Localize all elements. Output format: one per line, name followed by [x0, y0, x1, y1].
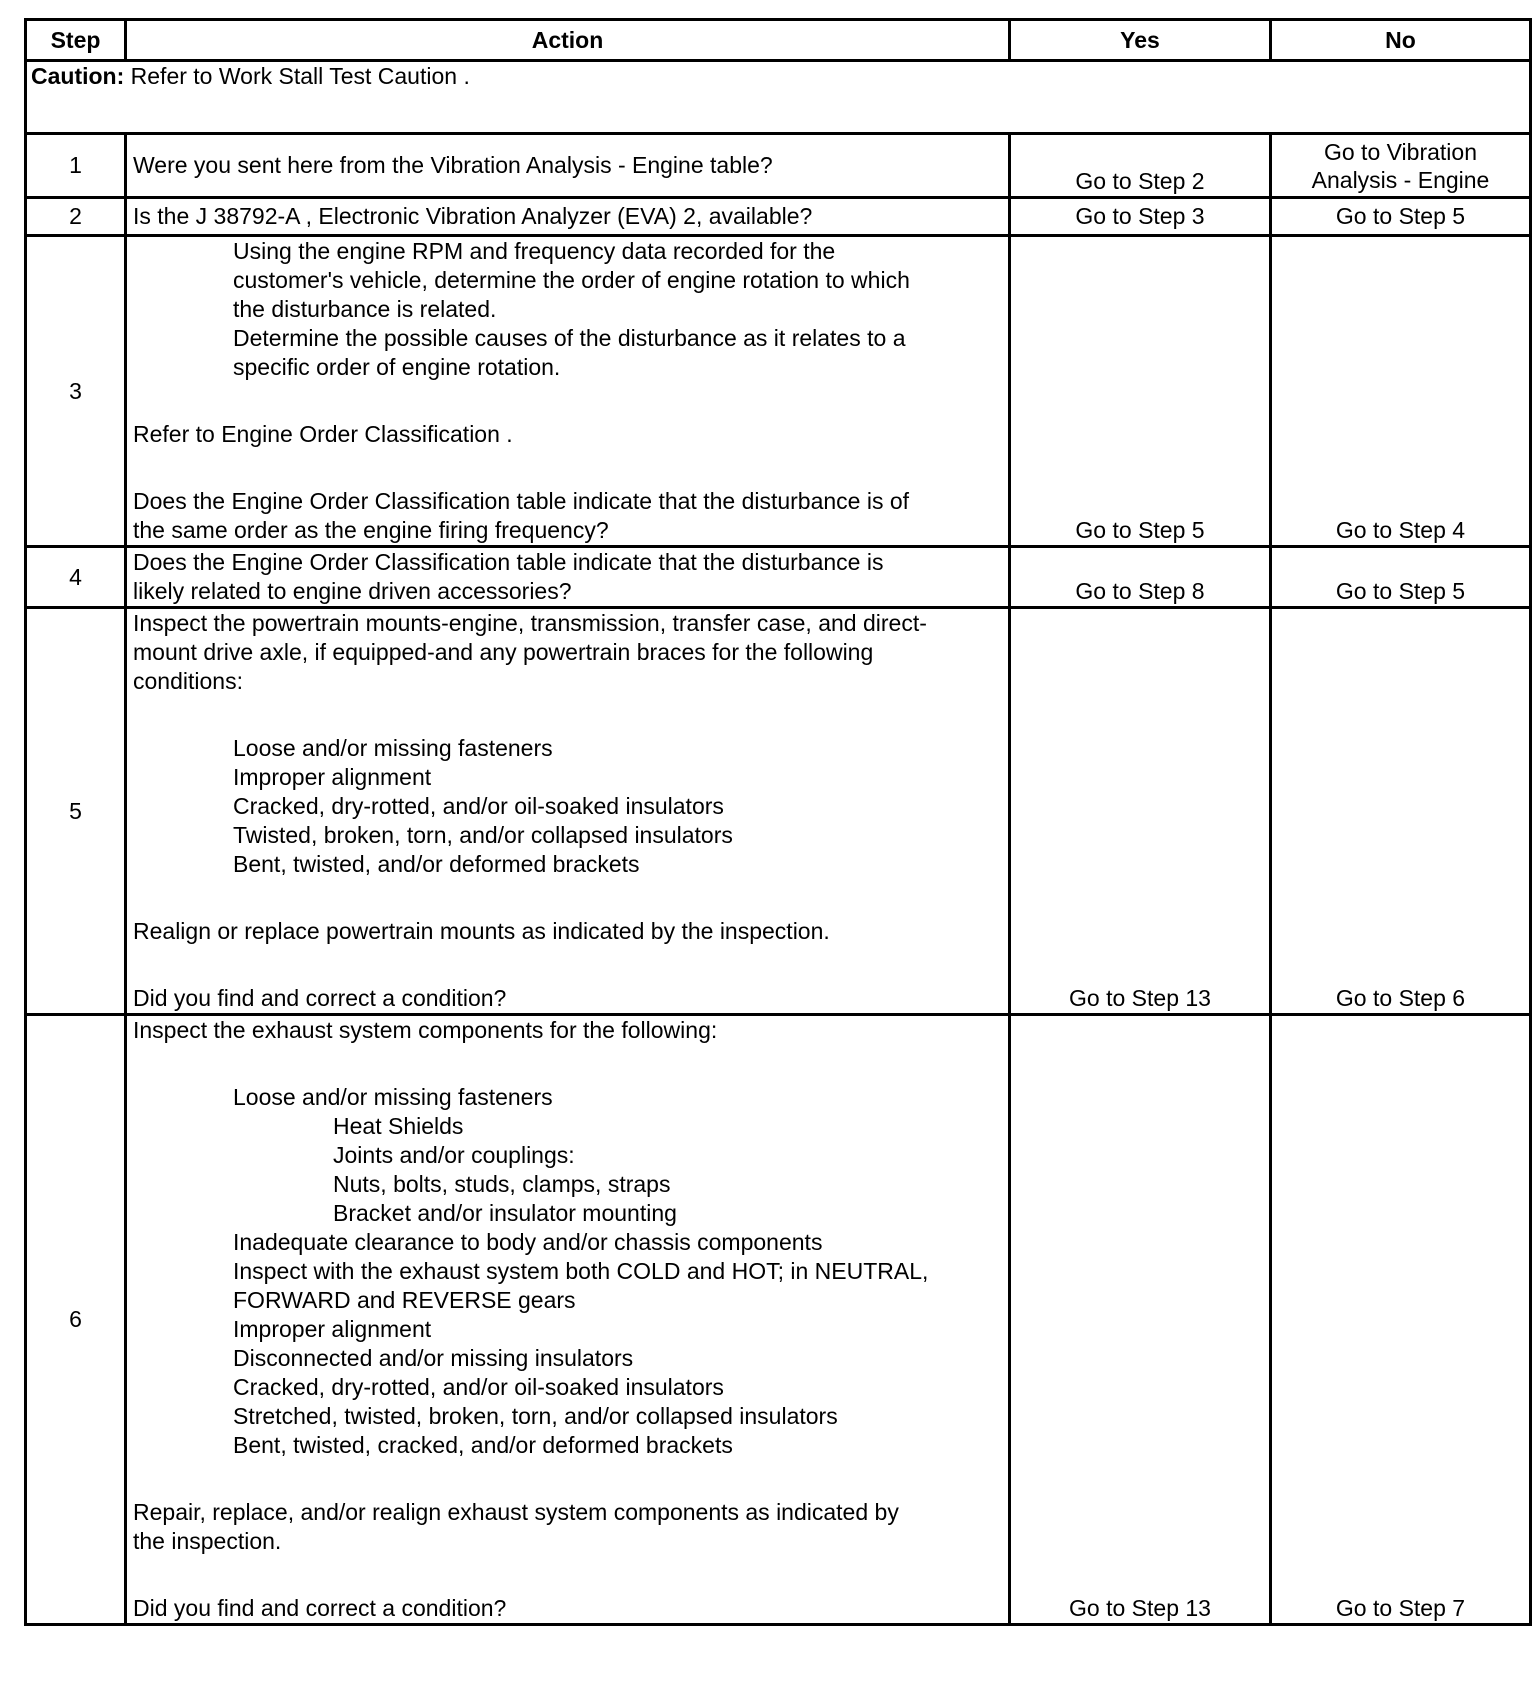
action-line: Refer to Engine Order Classification . [133, 421, 513, 447]
header-row [26, 20, 1531, 61]
yes-cell: Go to Step 13 [1010, 608, 1271, 1015]
action-line: Determine the possible causes of the disturbance as it relates to a [233, 325, 906, 351]
action-line: conditions: [133, 668, 243, 694]
action-cell [126, 547, 1010, 608]
action-line: Loose and/or missing fasteners [233, 1084, 553, 1110]
no-line: Go to Vibration [1323, 138, 1477, 165]
action-line: Cracked, dry-rotted, and/or oil-soaked insulators [233, 793, 724, 819]
step-number: 2 [26, 198, 126, 236]
action-line: Repair, replace, and/or realign exhaust system components as indicated by [133, 1499, 899, 1525]
action-line: Bracket and/or insulator mounting [333, 1200, 677, 1226]
yes-cell: Go to Step 13 [1010, 1015, 1271, 1625]
action-cell [126, 198, 1010, 236]
action-line: Using the engine RPM and frequency data recorded for the [233, 238, 836, 264]
action-line: Disconnected and/or missing insulators [233, 1345, 634, 1371]
action-line: Were you sent here from the Vibration Analysis - Engine table? [133, 152, 773, 178]
action-line: Is the J 38792-A , Electronic Vibration Analyzer (EVA) 2, available? [133, 203, 813, 229]
no-cell [1271, 134, 1531, 198]
caution-label: Caution: [31, 63, 125, 89]
yes-cell: Go to Step 8 [1010, 547, 1271, 608]
header-step: Step [26, 20, 126, 61]
no-cell: Go to Step 5 [1271, 547, 1531, 608]
table-row [26, 236, 1531, 547]
no-cell: Go to Step 6 [1271, 608, 1531, 1015]
no-cell: Go to Step 7 [1271, 1015, 1531, 1625]
action-line: Did you find and correct a condition? [133, 1595, 507, 1621]
action-line: Inspect with the exhaust system both COLD and HOT; in NEUTRAL, [233, 1258, 929, 1284]
action-cell [126, 1015, 1010, 1625]
action-line: Bent, twisted, and/or deformed brackets [233, 851, 640, 877]
action-cell [126, 608, 1010, 1015]
step-number: 1 [26, 134, 126, 198]
table-row [26, 198, 1531, 236]
action-line: FORWARD and REVERSE gears [233, 1287, 576, 1313]
action-line: Improper alignment [233, 1316, 432, 1342]
action-line: Inspect the powertrain mounts-engine, transmission, transfer case, and direct- [133, 610, 927, 636]
action-line: Nuts, bolts, studs, clamps, straps [333, 1171, 671, 1197]
action-line: Twisted, broken, torn, and/or collapsed insulators [233, 822, 733, 848]
action-line: customer's vehicle, determine the order of engine rotation to which [233, 267, 910, 293]
yes-cell: Go to Step 5 [1010, 236, 1271, 547]
action-line: Improper alignment [233, 764, 432, 790]
no-cell: Go to Step 5 [1271, 198, 1531, 236]
diagnostic-table [24, 18, 1532, 1626]
action-line: Does the Engine Order Classification table indicate that the disturbance is of [133, 488, 910, 514]
action-line: Does the Engine Order Classification table indicate that the disturbance is [133, 549, 884, 575]
no-cell: Go to Step 4 [1271, 236, 1531, 547]
table-row [26, 547, 1531, 608]
action-line: the same order as the engine firing frequency? [133, 517, 609, 543]
action-line: Loose and/or missing fasteners [233, 735, 553, 761]
yes-cell: Go to Step 2 [1010, 134, 1271, 198]
yes-cell: Go to Step 3 [1010, 198, 1271, 236]
action-line: Cracked, dry-rotted, and/or oil-soaked insulators [233, 1374, 724, 1400]
no-line: Analysis - Engine [1311, 166, 1490, 193]
action-line: Bent, twisted, cracked, and/or deformed brackets [233, 1432, 733, 1458]
caution-text: Refer to Work Stall Test Caution . [124, 63, 470, 89]
caution-cell [26, 61, 1531, 134]
action-line: Inadequate clearance to body and/or chassis components [233, 1229, 823, 1255]
header-yes: Yes [1010, 20, 1271, 61]
action-line: the disturbance is related. [233, 296, 497, 322]
action-cell [126, 236, 1010, 547]
action-line: Stretched, twisted, broken, torn, and/or collapsed insulators [233, 1403, 838, 1429]
header-action: Action [126, 20, 1010, 61]
action-line: Inspect the exhaust system components for the following: [133, 1017, 718, 1043]
caution-row [26, 61, 1531, 134]
action-line: Did you find and correct a condition? [133, 985, 507, 1011]
action-line: specific order of engine rotation. [233, 354, 561, 380]
action-line: the inspection. [133, 1528, 282, 1554]
table-row [26, 608, 1531, 1015]
step-number: 5 [26, 608, 126, 1015]
action-line: Realign or replace powertrain mounts as indicated by the inspection. [133, 918, 830, 944]
step-number: 6 [26, 1015, 126, 1625]
table-row [26, 134, 1531, 198]
action-line: mount drive axle, if equipped-and any powertrain braces for the following [133, 639, 874, 665]
header-no: No [1271, 20, 1531, 61]
table-row [26, 1015, 1531, 1625]
action-line: Heat Shields [333, 1113, 464, 1139]
step-number: 4 [26, 547, 126, 608]
action-line: likely related to engine driven accessories? [133, 578, 572, 604]
step-number: 3 [26, 236, 126, 547]
action-cell [126, 134, 1010, 198]
action-line: Joints and/or couplings: [333, 1142, 575, 1168]
